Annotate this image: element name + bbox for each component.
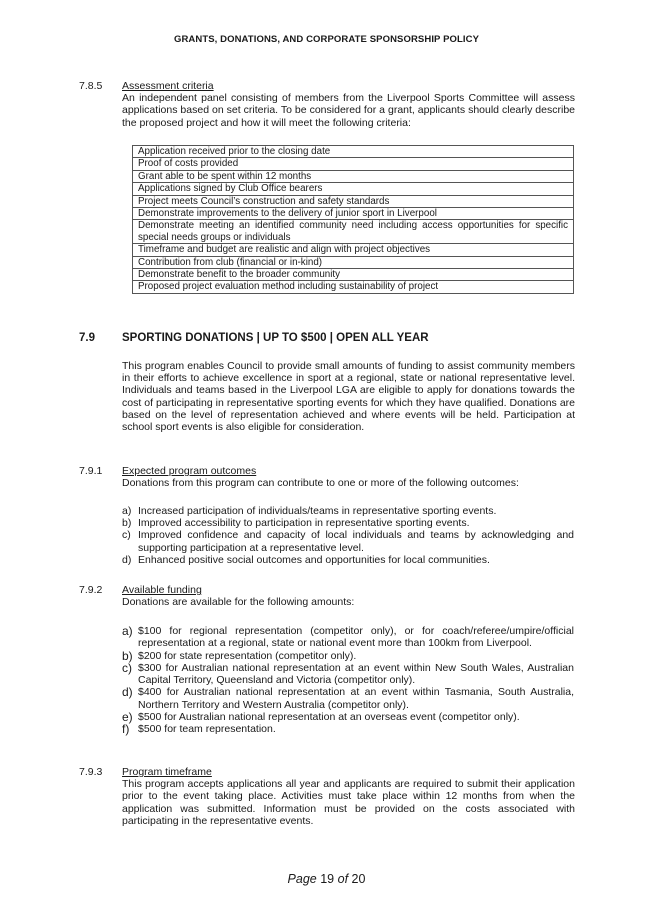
- criteria-row: [133, 244, 574, 256]
- outcomes-list: [122, 505, 574, 566]
- section-text: An independent panel consisting of members from the Liverpool Sports Committee will assess applications based on set criteria. To be considered for a grant, applicants should clearly describe the proposed project and how it will meet the following criteria:: [122, 92, 575, 129]
- criteria-row: [133, 158, 574, 170]
- list-item: [122, 662, 574, 687]
- list-item-text: $300 for Australian national representation at an event within New South Wales, Australian Capital Territory, Queensland and Victoria (competitor only).: [138, 661, 574, 687]
- criteria-cell: Grant able to be spent within 12 months: [133, 170, 574, 182]
- criteria-row: [133, 170, 574, 182]
- list-item: [122, 625, 574, 650]
- list-marker: b): [122, 517, 132, 530]
- section-heading: Program timeframe: [122, 766, 212, 778]
- criteria-cell: Demonstrate benefit to the broader community: [133, 269, 574, 281]
- list-item-text: $500 for team representation.: [138, 723, 276, 736]
- criteria-row: [133, 269, 574, 281]
- section-title: SPORTING DONATIONS | UP TO $500 | OPEN ALL YEAR: [122, 332, 429, 344]
- criteria-row: [133, 146, 574, 158]
- list-marker: d): [122, 553, 132, 566]
- section-text: Donations are available for the following amounts:: [122, 596, 355, 609]
- section-number: 7.9.3: [79, 766, 103, 778]
- page-number: 19: [320, 872, 335, 886]
- criteria-cell: Proof of costs provided: [133, 158, 574, 170]
- criteria-cell: Proposed project evaluation method including sustainability of project: [133, 281, 574, 293]
- list-item: [122, 529, 574, 553]
- list-item: [122, 650, 574, 662]
- list-marker: d): [122, 685, 133, 700]
- list-marker: a): [122, 624, 133, 638]
- list-item-text: Increased participation of individuals/teams in representative sporting events.: [138, 505, 497, 517]
- criteria-cell: Application received prior to the closing date: [133, 146, 574, 158]
- list-marker: a): [122, 505, 132, 517]
- list-marker: c): [122, 660, 132, 675]
- section-heading: Available funding: [122, 584, 202, 596]
- section-number: 7.9.1: [79, 465, 103, 477]
- page-header: GRANTS, DONATIONS, AND CORPORATE SPONSORSHIP POLICY: [173, 34, 480, 45]
- list-item: [122, 711, 574, 723]
- list-item-text: Improved confidence and capacity of local individuals and teams by acknowledging and supporting participation at a representative level.: [138, 529, 574, 554]
- section-text: This program accepts applications all year and applicants are required to submit their application prior to the event taking place. Activities must take place within 12 months from when the application was submitted. Information must be provided on the costs associated with participating in the representative events.: [122, 778, 575, 827]
- list-item: [122, 554, 574, 566]
- list-marker: c): [122, 529, 131, 542]
- list-item: [122, 686, 574, 711]
- list-item-text: Enhanced positive social outcomes and opportunities for local communities.: [138, 553, 490, 566]
- list-item: [122, 505, 574, 517]
- list-marker: e): [122, 710, 133, 725]
- criteria-cell: Timeframe and budget are realistic and align with project objectives: [133, 244, 574, 256]
- list-item: [122, 723, 574, 735]
- criteria-row: [133, 183, 574, 195]
- list-marker: f): [122, 722, 130, 737]
- list-item-text: $500 for Australian national representation at an overseas event (competitor only).: [138, 711, 520, 724]
- criteria-row: [133, 220, 574, 244]
- criteria-cell: Demonstrate improvements to the delivery of junior sport in Liverpool: [133, 208, 574, 220]
- section-text: Donations from this program can contribute to one or more of the following outcomes:: [122, 477, 519, 490]
- funding-list: [122, 625, 574, 736]
- criteria-cell: Project meets Council’s construction and safety standards: [133, 195, 574, 207]
- list-marker: b): [122, 648, 133, 663]
- section-text: This program enables Council to provide small amounts of funding to assist community members in their efforts to achieve excellence in sport at a regional, state or national representative level. Individuals and teams based in the Liverpool LGA are eligible to apply for donations towards the cost of participating in representative sporting events for which they have qualified. Donations are based on the level of representation achieved and where events will be held. Participation at school sport events is also eligible for consideration.: [122, 360, 575, 434]
- section-number: 7.9.2: [79, 584, 103, 596]
- criteria-table: [132, 145, 574, 294]
- list-item-text: $200 for state representation (competitor only).: [138, 649, 357, 662]
- section-number: 7.8.5: [79, 80, 103, 92]
- list-item-text: Improved accessibility to participation in representative sporting events.: [138, 517, 470, 530]
- page-footer: [0, 872, 653, 886]
- page-total: 20: [351, 872, 366, 886]
- section-heading: Assessment criteria: [122, 80, 214, 92]
- criteria-row: [133, 195, 574, 207]
- criteria-cell: Applications signed by Club Office bearers: [133, 183, 574, 195]
- list-item-text: $400 for Australian national representation at an event within Tasmania, South Australia, Northern Territory and Western Australia (competitor only).: [138, 686, 574, 711]
- of-word: of: [337, 872, 349, 886]
- criteria-cell: Demonstrate meeting an identified community need including access opportunities for specific special needs groups or individuals: [133, 220, 574, 244]
- list-item: [122, 517, 574, 529]
- section-number: 7.9: [79, 332, 95, 344]
- criteria-row: [133, 281, 574, 293]
- criteria-row: [133, 256, 574, 268]
- list-item-text: $100 for regional representation (competitor only), or for coach/referee/umpire/official representation at a regional, state or national event more than 100km from Liverpool.: [138, 625, 574, 650]
- criteria-row: [133, 208, 574, 220]
- page-word: Page: [287, 872, 317, 886]
- criteria-cell: Contribution from club (financial or in-kind): [133, 256, 574, 268]
- section-heading: Expected program outcomes: [122, 465, 257, 477]
